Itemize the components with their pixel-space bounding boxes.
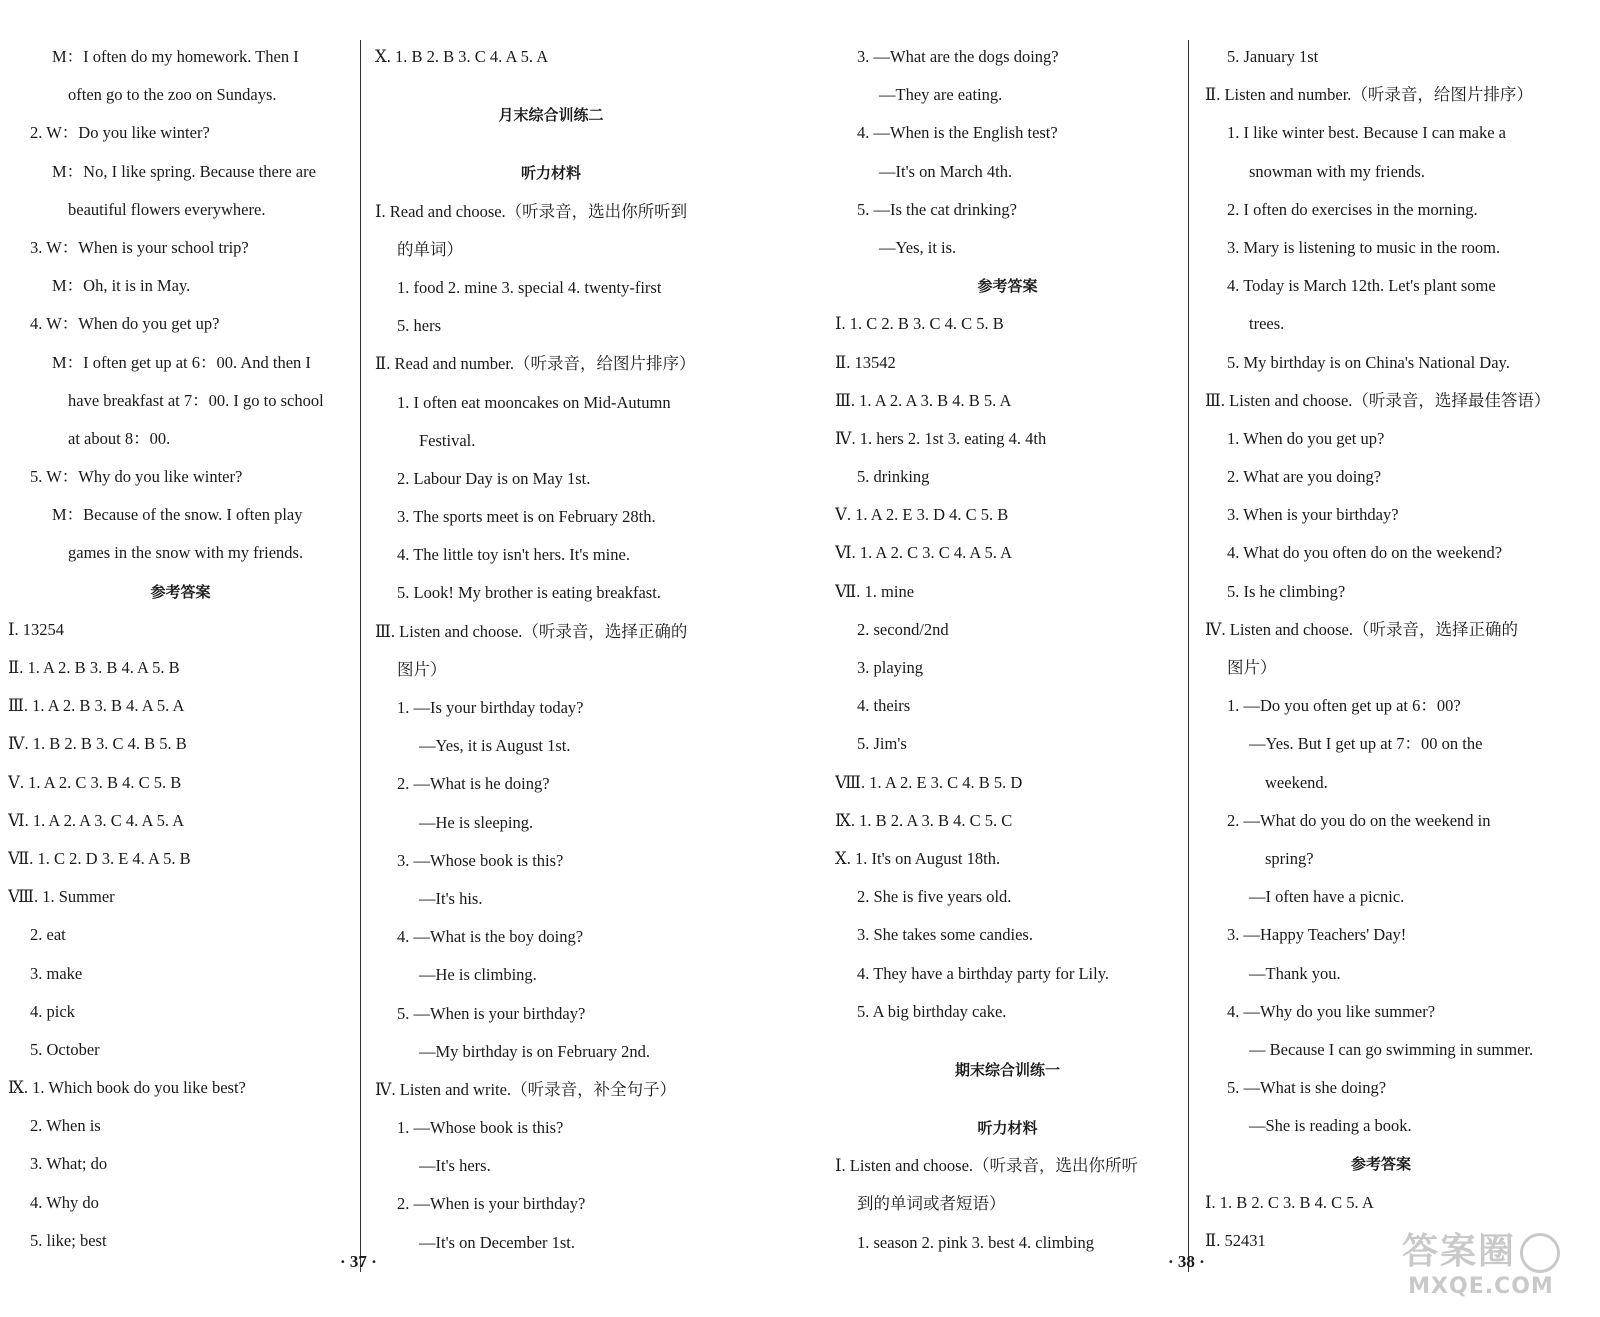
watermark-text: 答案圈	[1401, 1231, 1516, 1272]
section-heading: 参考答案	[977, 277, 1038, 296]
page-number-right: · 38 ·	[1168, 1252, 1205, 1271]
text-line: 1. season 2. pink 3. best 4. climbing	[857, 1232, 1094, 1252]
text-line: Ⅲ. 1. A 2. B 3. B 4. A 5. A	[8, 696, 185, 716]
text-line: Ⅸ. 1. B 2. A 3. B 4. C 5. C	[835, 810, 1013, 830]
spacer	[835, 1089, 1180, 1109]
text-line: 5. like; best	[30, 1230, 107, 1250]
text-line: 图片）	[1227, 658, 1277, 677]
text-line: —It's hers.	[419, 1156, 491, 1176]
text-line: 的单词）	[397, 239, 463, 259]
text-line: 1. —Whose book is this?	[397, 1118, 564, 1138]
text-line: 5. Jim's	[857, 734, 907, 754]
page-number-left: · 37 ·	[340, 1252, 377, 1271]
text-line: Ⅵ. 1. A 2. C 3. C 4. A 5. A	[835, 543, 1013, 563]
text-line: —Yes. But I get up at 7：00 on the	[1249, 734, 1483, 754]
text-line: 2. She is five years old.	[857, 887, 1012, 907]
text-line: beautiful flowers everywhere.	[68, 199, 266, 219]
column-3	[835, 38, 1180, 1262]
text-line: —He is sleeping.	[419, 812, 534, 832]
text-line: 5. —When is your birthday?	[397, 1003, 586, 1023]
text-line: 到的单词或者短语）	[857, 1194, 1006, 1214]
text-line: 4. theirs	[857, 696, 911, 716]
text-line: at about 8：00.	[68, 428, 171, 448]
text-line: 5. My birthday is on China's National Day.	[1227, 352, 1510, 372]
text-line: 3. —What are the dogs doing?	[857, 47, 1059, 66]
text-line: 5. Is he climbing?	[1227, 581, 1346, 601]
text-line: Ⅰ. 1. B 2. C 3. B 4. C 5. A	[1205, 1192, 1374, 1212]
text-line: 2. What are you doing?	[1227, 467, 1382, 487]
text-line: —I often have a picnic.	[1249, 887, 1405, 907]
text-line: Ⅰ. Read and choose.（听录音，选出你所听到	[375, 201, 688, 221]
column-divider	[360, 40, 361, 1272]
spacer	[375, 134, 727, 154]
text-line: M：I often do my homework. Then I	[52, 47, 299, 66]
text-line: Ⅴ. 1. A 2. C 3. B 4. C 5. B	[8, 772, 182, 792]
text-line: Ⅲ. 1. A 2. A 3. B 4. B 5. A	[835, 390, 1012, 410]
text-line: Ⅱ. 13542	[835, 352, 896, 372]
text-line: snowman with my friends.	[1249, 161, 1425, 181]
text-line: Ⅰ. Listen and choose.（听录音，选出你所听	[835, 1156, 1139, 1176]
text-line: 3. The sports meet is on February 28th.	[397, 507, 656, 527]
text-line: Ⅱ. Listen and number.（听录音，给图片排序）	[1205, 85, 1533, 105]
watermark	[1402, 1223, 1560, 1299]
text-line: — Because I can go swimming in summer.	[1249, 1039, 1534, 1059]
column-4	[1205, 38, 1557, 1260]
text-line: —My birthday is on February 2nd.	[419, 1041, 650, 1061]
text-line: games in the snow with my friends.	[68, 543, 304, 563]
text-line: 3. W：When is your school trip?	[30, 237, 249, 257]
text-line: 2. I often do exercises in the morning.	[1227, 199, 1478, 219]
text-line: 2. W：Do you like winter?	[30, 123, 210, 143]
text-line: M：No, I like spring. Because there are	[52, 161, 316, 181]
magnifier-icon	[1520, 1233, 1560, 1273]
text-line: Ⅳ. 1. hers 2. 1st 3. eating 4. 4th	[835, 428, 1047, 448]
section-heading: 期末综合训练一	[954, 1060, 1060, 1079]
text-line: —It's his.	[419, 888, 483, 908]
spacer	[835, 1031, 1180, 1051]
section-heading: 听力材料	[977, 1119, 1038, 1138]
text-line: 3. What; do	[30, 1154, 108, 1174]
text-line: 3. —Whose book is this?	[397, 850, 564, 870]
text-line: 3. Mary is listening to music in the room.	[1227, 237, 1501, 257]
text-line: 5. January 1st	[1227, 47, 1319, 66]
text-line: 5. A big birthday cake.	[857, 1001, 1007, 1021]
text-line: 1. I like winter best. Because I can make a	[1227, 123, 1507, 143]
text-line: Ⅲ. Listen and choose.（听录音，选择正确的	[375, 621, 688, 641]
text-line: —She is reading a book.	[1249, 1116, 1412, 1136]
text-line: —Yes, it is August 1st.	[419, 736, 571, 756]
text-line: Ⅳ. 1. B 2. B 3. C 4. B 5. B	[8, 734, 187, 754]
text-line: 2. —What do you do on the weekend in	[1227, 810, 1491, 830]
column-divider	[1188, 40, 1189, 1272]
text-line: 4. The little toy isn't hers. It's mine.	[397, 545, 630, 565]
text-line: 5. drinking	[857, 467, 930, 487]
text-line: 3. She takes some candies.	[857, 925, 1033, 945]
text-line: 4. Why do	[30, 1192, 99, 1212]
text-line: Ⅱ. 52431	[1205, 1230, 1266, 1250]
text-line: 4. W：When do you get up?	[30, 314, 220, 334]
section-heading: 月末综合训练二	[498, 106, 604, 125]
spacer	[375, 76, 727, 96]
text-line: Ⅰ. 13254	[8, 619, 65, 639]
text-line: Ⅹ. 1. B 2. B 3. C 4. A 5. A	[375, 47, 549, 66]
section-heading: 参考答案	[150, 582, 211, 601]
text-line: 5. —What is she doing?	[1227, 1078, 1387, 1098]
text-line: 2. Labour Day is on May 1st.	[397, 468, 591, 488]
text-line: often go to the zoo on Sundays.	[68, 85, 277, 105]
text-line: 4. Today is March 12th. Let's plant some	[1227, 276, 1496, 296]
text-line: Festival.	[419, 430, 476, 450]
column-1	[8, 38, 353, 1260]
text-line: 5. October	[30, 1039, 100, 1059]
text-line: —They are eating.	[879, 85, 1003, 105]
text-line: 4. —When is the English test?	[857, 123, 1058, 143]
text-line: 1. food 2. mine 3. special 4. twenty-first	[397, 277, 662, 297]
text-line: Ⅰ. 1. C 2. B 3. C 4. C 5. B	[835, 314, 1004, 334]
text-line: Ⅱ. Read and number.（听录音，给图片排序）	[375, 354, 696, 374]
text-line: Ⅶ. 1. C 2. D 3. E 4. A 5. B	[8, 848, 191, 868]
text-line: Ⅹ. 1. It's on August 18th.	[835, 848, 1001, 868]
text-line: 5. —Is the cat drinking?	[857, 199, 1017, 219]
text-line: Ⅳ. Listen and choose.（听录音，选择正确的	[1205, 619, 1518, 639]
text-line: 1. I often eat mooncakes on Mid-Autumn	[397, 392, 671, 412]
text-line: 3. playing	[857, 658, 923, 677]
text-line: Ⅸ. 1. Which book do you like best?	[8, 1078, 246, 1098]
text-line: —He is climbing.	[419, 965, 537, 985]
text-line: Ⅵ. 1. A 2. A 3. C 4. A 5. A	[8, 810, 185, 830]
text-line: 4. —Why do you like summer?	[1227, 1001, 1436, 1021]
text-line: —It's on March 4th.	[879, 161, 1013, 181]
text-line: weekend.	[1265, 772, 1328, 792]
text-line: Ⅳ. Listen and write.（听录音，补全句子）	[375, 1079, 677, 1099]
text-line: 2. When is	[30, 1116, 101, 1136]
text-line: Ⅷ. 1. Summer	[8, 887, 115, 907]
text-line: 1. —Is your birthday today?	[397, 698, 584, 717]
text-line: 2. eat	[30, 925, 66, 945]
text-line: Ⅶ. 1. mine	[835, 581, 915, 601]
section-heading: 参考答案	[1350, 1155, 1411, 1174]
text-line: Ⅴ. 1. A 2. E 3. D 4. C 5. B	[835, 505, 1009, 525]
column-2	[375, 38, 727, 1262]
text-line: 5. hers	[397, 316, 441, 336]
text-line: 3. make	[30, 963, 83, 983]
text-line: have breakfast at 7：00. I go to school	[68, 390, 324, 410]
text-line: Ⅲ. Listen and choose.（听录音，选择最佳答语）	[1205, 390, 1551, 410]
text-line: 2. —What is he doing?	[397, 774, 550, 794]
text-line: 图片）	[397, 659, 447, 679]
text-line: —It's on December 1st.	[419, 1232, 576, 1252]
text-line: M：I often get up at 6：00. And then I	[52, 352, 311, 372]
text-line: 3. When is your birthday?	[1227, 505, 1399, 525]
text-line: M：Oh, it is in May.	[52, 276, 191, 296]
text-line: trees.	[1249, 314, 1285, 334]
text-line: 1. When do you get up?	[1227, 428, 1385, 448]
text-line: 1. —Do you often get up at 6：00?	[1227, 696, 1461, 716]
text-line: —Yes, it is.	[879, 237, 957, 257]
section-heading: 听力材料	[520, 164, 581, 183]
text-line: M：Because of the snow. I often play	[52, 505, 303, 525]
text-line: Ⅷ. 1. A 2. E 3. C 4. B 5. D	[835, 772, 1023, 792]
text-line: 4. They have a birthday party for Lily.	[857, 963, 1110, 983]
text-line: 4. pick	[30, 1001, 75, 1021]
text-line: —Thank you.	[1249, 963, 1341, 983]
text-line: 5. Look! My brother is eating breakfast.	[397, 583, 661, 603]
text-line: 2. —When is your birthday?	[397, 1194, 586, 1214]
text-line: Ⅱ. 1. A 2. B 3. B 4. A 5. B	[8, 658, 180, 677]
watermark-url: MXQE.COM	[1408, 1274, 1554, 1299]
text-line: 3. —Happy Teachers' Day!	[1227, 925, 1407, 945]
text-line: 4. What do you often do on the weekend?	[1227, 543, 1503, 563]
text-line: 5. W：Why do you like winter?	[30, 467, 243, 487]
text-line: 4. —What is the boy doing?	[397, 927, 584, 947]
text-line: spring?	[1265, 848, 1314, 868]
text-line: 2. second/2nd	[857, 619, 949, 639]
